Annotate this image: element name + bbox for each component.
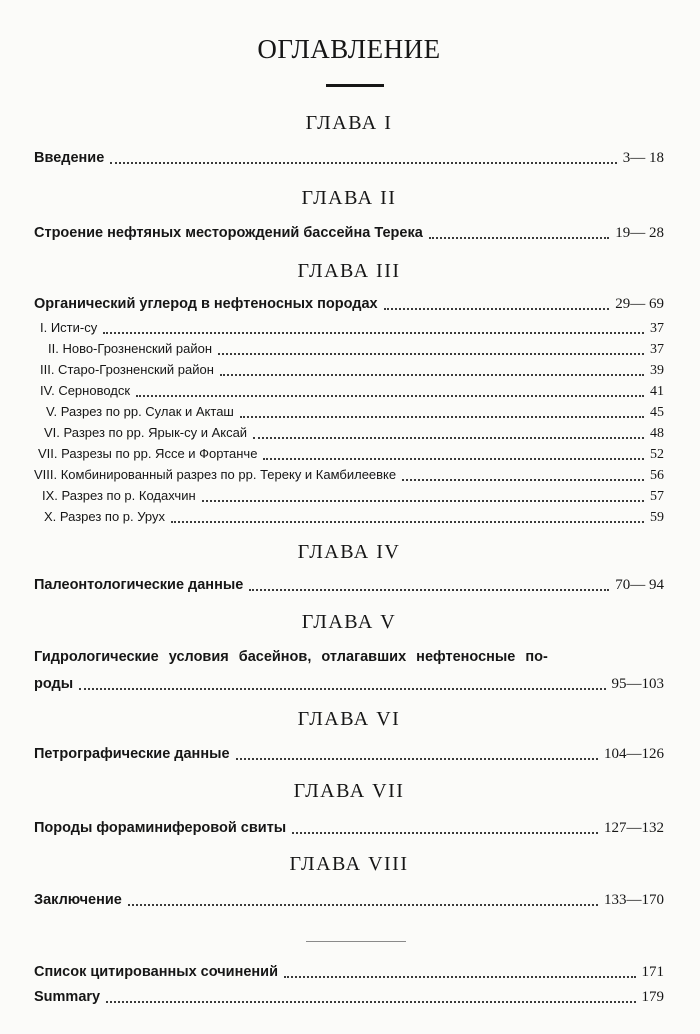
toc-subentry[interactable] xyxy=(40,362,664,379)
toc-subentry-pages: 59 xyxy=(650,510,664,525)
toc-entry-paleontology[interactable] xyxy=(34,577,664,594)
toc-subentry[interactable] xyxy=(40,320,664,337)
dot-leader xyxy=(236,758,598,760)
dot-leader xyxy=(384,308,610,310)
table-of-contents xyxy=(34,0,664,1034)
dot-leader xyxy=(284,976,636,978)
toc-entry-conclusion[interactable] xyxy=(34,892,664,909)
chapter-heading-3: ГЛАВА III xyxy=(297,260,401,282)
toc-entry-pages: 19— 28 xyxy=(615,225,664,241)
toc-subentry-label: VII. Разрезы по рр. Яссе и Фортанче xyxy=(38,446,258,461)
toc-subentry-label: V. Разрез по рр. Сулак и Акташ xyxy=(46,404,234,419)
toc-entry-label: Заключение xyxy=(34,892,122,908)
dot-leader xyxy=(249,589,609,591)
toc-entry-label: Summary xyxy=(34,989,101,1005)
toc-entry-pages: 133—170 xyxy=(604,892,664,908)
toc-entry-foraminifera[interactable] xyxy=(34,820,664,837)
toc-entry-pages: 104—126 xyxy=(604,746,664,762)
toc-entry-hydrology-line2[interactable] xyxy=(34,676,664,693)
dot-leader xyxy=(292,832,598,834)
toc-entry-label: Петрографические данные xyxy=(34,746,230,762)
chapter-heading-8: ГЛАВА VIII xyxy=(289,853,409,875)
toc-entry-petrography[interactable] xyxy=(34,746,664,763)
page-title: ОГЛАВЛЕНИЕ xyxy=(257,34,441,64)
toc-subentry-label: III. Старо-Грозненский район xyxy=(40,362,214,377)
toc-subentry[interactable] xyxy=(42,488,664,505)
toc-subentry[interactable] xyxy=(40,383,664,400)
dot-leader xyxy=(240,416,644,418)
chapter-heading-2: ГЛАВА II xyxy=(301,187,397,209)
toc-entry-pages: 171 xyxy=(641,964,664,980)
chapter-heading-5: ГЛАВА V xyxy=(301,611,397,633)
toc-entry-pages: 179 xyxy=(641,989,664,1005)
toc-subentry-pages: 37 xyxy=(650,321,664,336)
toc-subentry-label: X. Разрез по р. Урух xyxy=(44,509,166,524)
toc-entry-organic-carbon[interactable] xyxy=(34,296,664,313)
dot-leader xyxy=(128,904,598,906)
toc-subentry-pages: 57 xyxy=(650,489,664,504)
toc-entry-label: Введение xyxy=(34,150,105,166)
toc-subentry-pages: 37 xyxy=(650,342,664,357)
toc-subentry[interactable] xyxy=(44,425,664,442)
dot-leader xyxy=(136,395,644,397)
toc-entry-structure[interactable] xyxy=(34,225,664,242)
toc-entry-pages: 3— 18 xyxy=(622,150,664,166)
toc-subentry-pages: 45 xyxy=(650,405,664,420)
dot-leader xyxy=(220,374,644,376)
toc-entry-label: Палеонтологические данные xyxy=(34,577,244,593)
toc-subentry-label: IV. Серноводск xyxy=(40,383,131,398)
toc-subentry[interactable] xyxy=(38,446,664,463)
toc-subentry-label: VIII. Комбинированный разрез по рр. Тереку и Камбилеевке xyxy=(34,467,397,482)
dot-leader xyxy=(429,237,609,239)
toc-subentry-label: IX. Разрез по р. Кодахчин xyxy=(42,488,196,503)
toc-entry-introduction[interactable] xyxy=(34,150,664,167)
toc-entry-label: Гидрологические условия басейнов, отлагавших нефтеносные по- xyxy=(34,649,548,665)
chapter-heading-6: ГЛАВА VI xyxy=(297,708,401,730)
dot-leader xyxy=(171,521,644,523)
toc-entry-label: Породы фораминиферовой свиты xyxy=(34,820,287,836)
toc-subentry-label: I. Исти-су xyxy=(40,320,98,335)
toc-subentry-label: VI. Разрез по рр. Ярык-су и Аксай xyxy=(44,425,248,440)
toc-entry-pages: 70— 94 xyxy=(615,577,664,593)
toc-subentry[interactable] xyxy=(44,509,664,526)
dot-leader xyxy=(106,1001,635,1003)
toc-entry-label: Строение нефтяных месторождений бассейна Терека xyxy=(34,225,423,241)
toc-subentry-label: II. Ново-Грозненский район xyxy=(48,341,213,356)
toc-entry-hydrology-line1[interactable] xyxy=(34,649,664,665)
toc-subentry[interactable] xyxy=(48,341,664,358)
dot-leader xyxy=(402,479,644,481)
toc-entry-summary[interactable] xyxy=(34,989,664,1006)
toc-subentry-pages: 52 xyxy=(650,447,664,462)
toc-entry-references[interactable] xyxy=(34,964,664,981)
toc-subentry[interactable] xyxy=(46,404,664,421)
toc-subentry-pages: 41 xyxy=(650,384,664,399)
toc-entry-label: Список цитированных сочинений xyxy=(34,964,278,980)
toc-subentry-pages: 56 xyxy=(650,468,664,483)
chapter-heading-1: ГЛАВА I xyxy=(305,112,393,134)
dot-leader xyxy=(110,162,616,164)
toc-subentry[interactable] xyxy=(34,467,664,484)
section-divider xyxy=(306,941,406,942)
dot-leader xyxy=(253,437,644,439)
toc-subentry-pages: 48 xyxy=(650,426,664,441)
dot-leader xyxy=(79,688,605,690)
title-underline xyxy=(326,84,384,87)
toc-subentry-pages: 39 xyxy=(650,363,664,378)
dot-leader xyxy=(263,458,644,460)
dot-leader xyxy=(103,332,644,334)
toc-entry-pages: 127—132 xyxy=(604,820,664,836)
chapter-heading-7: ГЛАВА VII xyxy=(293,780,405,802)
toc-entry-pages: 29— 69 xyxy=(615,296,664,312)
dot-leader xyxy=(218,353,644,355)
toc-entry-pages: 95—103 xyxy=(611,676,664,692)
toc-entry-label: Органический углерод в нефтеносных породах xyxy=(34,296,378,312)
chapter-heading-4: ГЛАВА IV xyxy=(297,541,401,563)
toc-entry-label: роды xyxy=(34,676,74,692)
dot-leader xyxy=(202,500,644,502)
